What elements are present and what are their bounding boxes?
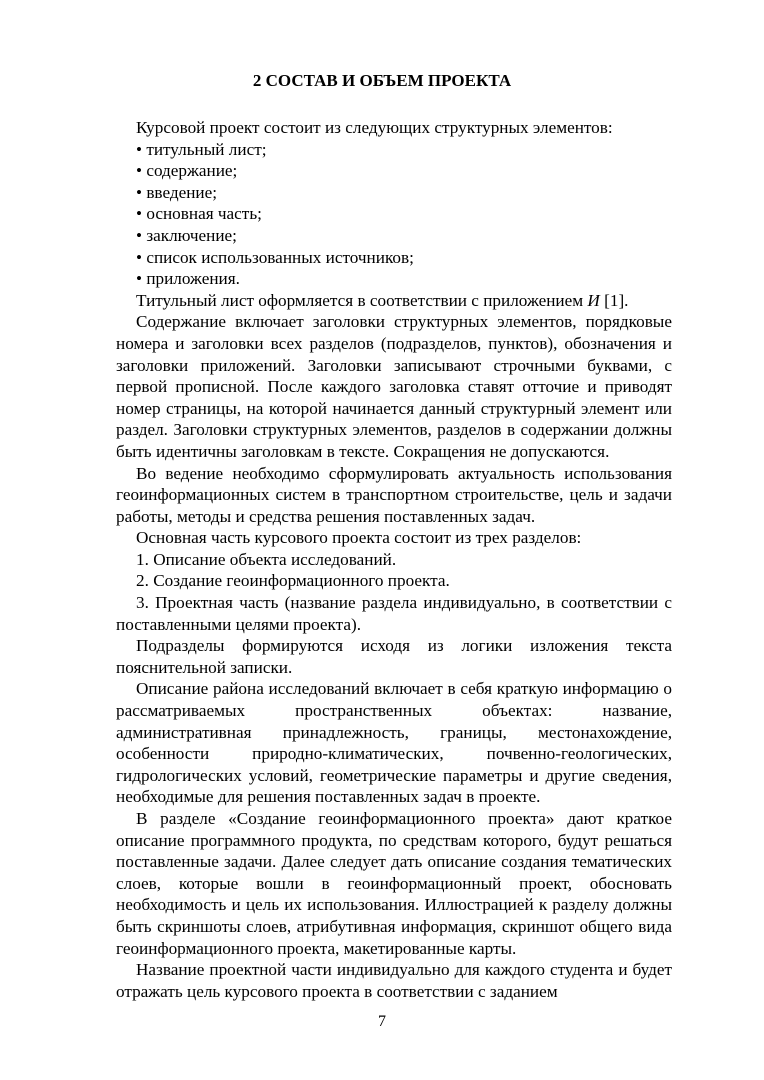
list-item: • титульный лист; <box>136 139 267 159</box>
main-part-paragraph: Основная часть курсового проекта состоит из трех разделов: <box>136 528 582 548</box>
page-number: 7 <box>378 1013 386 1030</box>
body-text <box>116 117 672 1002</box>
list-item: • приложения. <box>136 269 240 289</box>
project-part-paragraph: Название проектной части индивидуально для каждого студента и будет отражать цель курсового проекта в соответствии с заданием <box>116 960 672 1001</box>
section-item: 3. Проектная часть (название раздела индивидуально, в соответствии с поставленными целями проекта). <box>116 593 672 634</box>
list-item: • введение; <box>136 182 218 202</box>
title-page-text: Титульный лист оформляется в соответствии с приложением <box>136 290 588 310</box>
description-paragraph: Описание района исследований включает в себя краткую информацию о рассматриваемых пространственных объектах: название, административная принадлежность, границы, местонахождение, особенности природно-климатических, почвенно-геологических, гидрологических условий, геометрические параметры и другие сведения, необходимые для решения поставленных задач в проекте. <box>116 679 672 807</box>
list-item: • заключение; <box>136 225 237 245</box>
intro-paragraph: Курсовой проект состоит из следующих структурных элементов: <box>136 118 613 137</box>
list-item: • основная часть; <box>136 204 262 224</box>
list-item: • содержание; <box>136 161 238 181</box>
section-item: 1. Описание объекта исследований. <box>136 549 397 569</box>
introduction-paragraph: Во ведение необходимо сформулировать актуальность использования геоинформационных систем в транспортном строительстве, цель и задачи работы, методы и средства решения поставленных задач. <box>116 463 672 526</box>
appendix-letter: И <box>587 290 600 310</box>
gis-section-paragraph: В разделе «Создание геоинформационного проекта» дают краткое описание программного продукта, по средствам которого, будут решаться поставленные задачи. Далее следует дать описание создания тематических слоев, которые вошли в геоинформационный проект, обосновать необходимость и цель их использования. Иллюстрацией к разделу должны быть скриншоты слоев, атрибутивная информация, скриншот общего вида геоинформационного проекта, макетированные карты. <box>116 809 672 958</box>
reference-text: [1]. <box>599 290 629 310</box>
section-heading: 2 СОСТАВ И ОБЪЕМ ПРОЕКТА <box>252 71 512 90</box>
contents-paragraph: Содержание включает заголовки структурных элементов, порядковые номера и заголовки всех разделов (подразделов, пунктов), обозначения и заголовки приложений. Заголовки записывают строчными буквами, с первой прописной. После каждого заголовка ставят отточие и приводят номер страницы, на которой начинается данный структурный элемент или раздел. Заголовки структурных элементов, разделов в содержании должны быть идентичны заголовкам в тексте. Сокращения не допускаются. <box>116 312 672 461</box>
title-page-paragraph <box>116 290 672 312</box>
subsections-paragraph: Подразделы формируются исходя из логики изложения текста пояснительной записки. <box>116 636 672 677</box>
list-item: • список использованных источников; <box>136 247 414 267</box>
section-item: 2. Создание геоинформационного проекта. <box>136 571 450 591</box>
